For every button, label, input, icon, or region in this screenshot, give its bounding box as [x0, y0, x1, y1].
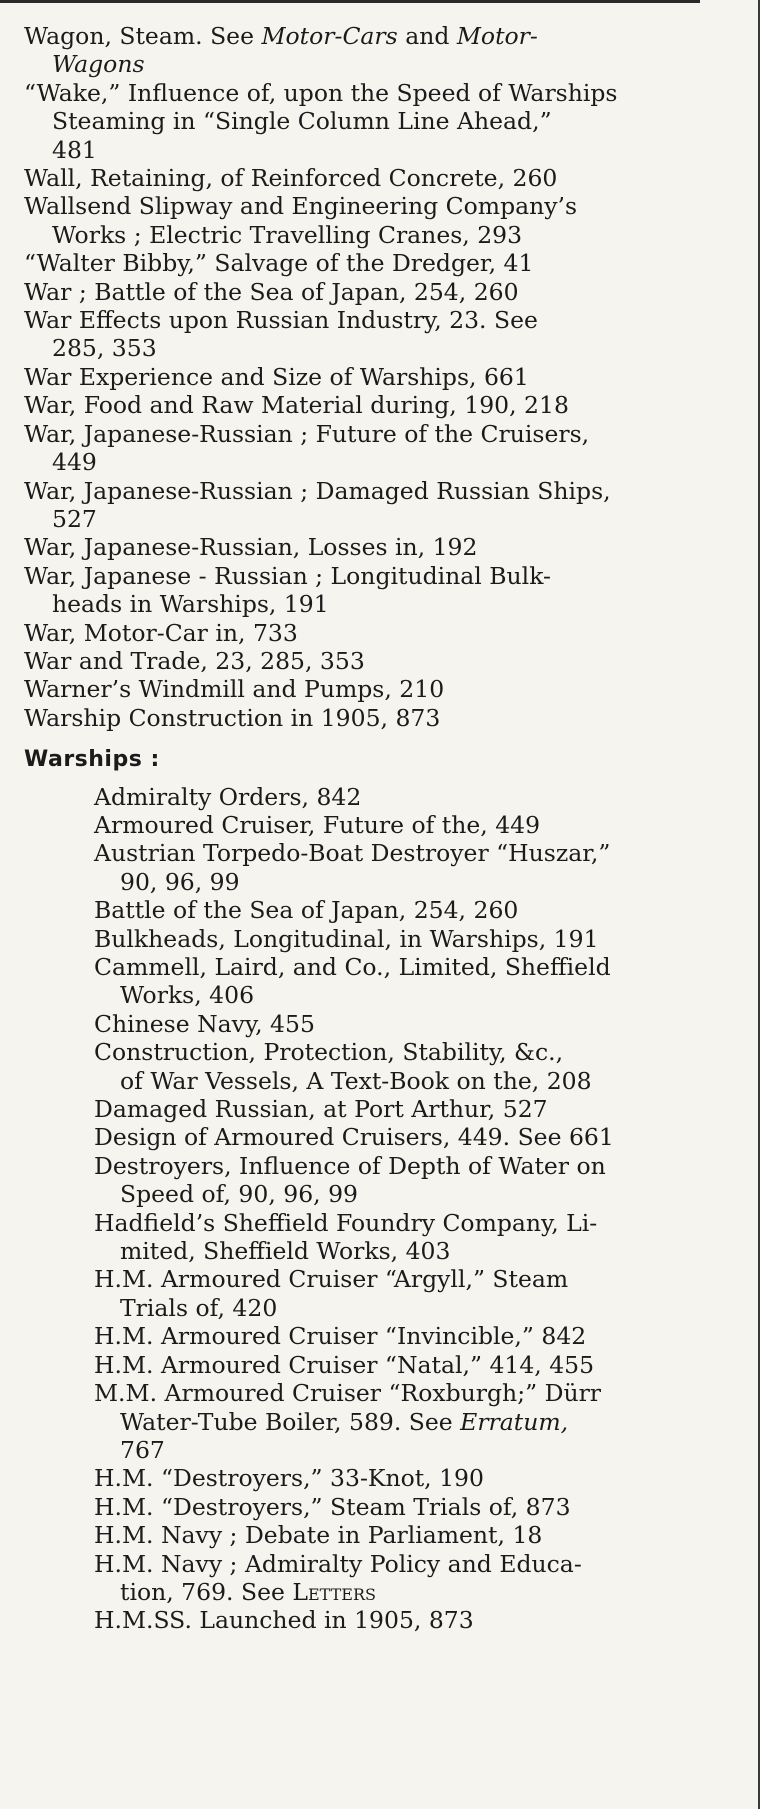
entry-continuation: 285, 353 — [52, 334, 157, 363]
index-page — [24, 22, 740, 1635]
index-entry — [24, 533, 740, 561]
index-entry — [24, 164, 740, 192]
entry-text: H.M. Armoured Cruiser “Invincible,” 842 — [94, 1322, 587, 1351]
entry-text: War and Trade, 23, 285, 353 — [24, 646, 365, 675]
subentry — [94, 953, 740, 1010]
entry-text: Water-Tube Boiler, 589. See — [120, 1407, 461, 1436]
entry-continuation — [94, 1408, 740, 1436]
cross-reference: Letters — [292, 1577, 376, 1606]
index-entry — [24, 619, 740, 647]
entry-continuation — [94, 1578, 740, 1606]
index-entry — [24, 647, 740, 675]
subentry — [94, 1550, 740, 1607]
entry-text: War, Japanese-Russian ; Damaged Russian Ships, — [24, 476, 611, 505]
entry-text: H.M. Navy ; Admiralty Policy and Educa- — [94, 1549, 582, 1578]
entry-text: “Walter Bibby,” Salvage of the Dredger, 41 — [24, 249, 534, 278]
entry-text: H.M. Armoured Cruiser “Natal,” 414, 455 — [94, 1350, 595, 1379]
entry-text: Warner’s Windmill and Pumps, 210 — [24, 675, 445, 704]
entry-continuation: heads in Warships, 191 — [52, 590, 329, 619]
cross-reference: Erratum, — [460, 1407, 569, 1436]
entry-text: Wallsend Slipway and Engineering Company’s — [24, 192, 578, 221]
entry-continuation: Steaming in “Single Column Line Ahead,” — [52, 107, 552, 136]
entry-text: Design of Armoured Cruisers, 449. See 661 — [94, 1123, 614, 1152]
entry-continuation: Works ; Electric Travelling Cranes, 293 — [52, 220, 523, 249]
entry-text: H.M. “Destroyers,” Steam Trials of, 873 — [94, 1492, 571, 1521]
entry-text: Wall, Retaining, of Reinforced Concrete, 260 — [24, 164, 558, 193]
entry-continuation: Works, 406 — [120, 981, 255, 1010]
subentry — [94, 1010, 740, 1038]
cross-reference: Motor- — [456, 22, 538, 50]
entry-text: Warship Construction in 1905, 873 — [24, 703, 441, 732]
entry-text: Destroyers, Influence of Depth of Water on — [94, 1151, 606, 1180]
entry-text: War, Food and Raw Material during, 190, 218 — [24, 391, 569, 420]
subentry — [94, 1123, 740, 1151]
entry-text: and — [397, 22, 457, 50]
entry-continuation: Wagons — [52, 50, 145, 79]
subentry — [94, 839, 740, 896]
index-entry — [24, 562, 740, 619]
subentry — [94, 1464, 740, 1492]
entry-continuation: mited, Sheffield Works, 403 — [120, 1237, 451, 1266]
subentry-list — [94, 783, 740, 1635]
subentry — [94, 1379, 740, 1464]
entry-text: Wagon, Steam. See — [24, 22, 262, 50]
index-entry — [24, 79, 740, 164]
index-entry — [24, 278, 740, 306]
entry-text: War ; Battle of the Sea of Japan, 254, 260 — [24, 277, 519, 306]
entry-text: H.M. “Destroyers,” 33-Knot, 190 — [94, 1464, 484, 1493]
entry-text: Bulkheads, Longitudinal, in Warships, 191 — [94, 924, 599, 953]
entry-text: War Experience and Size of Warships, 661 — [24, 362, 529, 391]
subentry — [94, 1606, 740, 1634]
index-entry — [24, 704, 740, 732]
cross-reference: Motor-Cars — [261, 22, 398, 50]
entry-text: War Effects upon Russian Industry, 23. See — [24, 306, 538, 335]
subentry — [94, 1152, 740, 1209]
top-rule — [0, 0, 700, 3]
section-heading: Warships : — [24, 747, 160, 773]
entry-continuation: Trials of, 420 — [120, 1293, 278, 1322]
entry-text: H.M. Navy ; Debate in Parliament, 18 — [94, 1521, 543, 1550]
entry-continuation: 767 — [120, 1435, 165, 1464]
entry-text: H.M. Armoured Cruiser “Argyll,” Steam — [94, 1265, 569, 1294]
subentry — [94, 1095, 740, 1123]
entry-text: War, Japanese-Russian ; Future of the Cruisers, — [24, 419, 590, 448]
index-entry — [24, 391, 740, 419]
entry-text: War, Japanese-Russian, Losses in, 192 — [24, 533, 478, 562]
index-entry — [24, 249, 740, 277]
entry-text: Armoured Cruiser, Future of the, 449 — [94, 810, 541, 839]
entry-text: Hadfield’s Sheffield Foundry Company, Li- — [94, 1208, 598, 1237]
index-entry — [24, 420, 740, 477]
subentry — [94, 1038, 740, 1095]
index-entry — [24, 477, 740, 534]
entry-text: Battle of the Sea of Japan, 254, 260 — [94, 896, 519, 925]
entry-text: Damaged Russian, at Port Arthur, 527 — [94, 1095, 548, 1124]
entry-continuation: 90, 96, 99 — [120, 867, 240, 896]
index-entry — [24, 363, 740, 391]
entry-continuation: of War Vessels, A Text-Book on the, 208 — [120, 1066, 592, 1095]
entry-text: Admiralty Orders, 842 — [94, 782, 362, 811]
index-entry — [24, 675, 740, 703]
entry-text: H.M.SS. Launched in 1905, 873 — [94, 1606, 474, 1635]
subentry — [94, 1351, 740, 1379]
entry-text: Cammell, Laird, and Co., Limited, Sheffield — [94, 953, 611, 981]
subentry — [94, 783, 740, 811]
entry-text: M.M. Armoured Cruiser “Roxburgh;” Dürr — [94, 1379, 602, 1408]
entry-continuation: 481 — [52, 135, 97, 164]
subentry — [94, 1322, 740, 1350]
entry-continuation: 527 — [52, 504, 97, 533]
subentry — [94, 1265, 740, 1322]
entry-text: “Wake,” Influence of, upon the Speed of Warships — [24, 78, 618, 107]
entry-text: War, Motor-Car in, 733 — [24, 618, 298, 647]
entry-continuation: 449 — [52, 448, 97, 477]
index-entry — [24, 192, 740, 249]
subentry — [94, 1521, 740, 1549]
entry-text: War, Japanese - Russian ; Longitudinal Bulk- — [24, 561, 551, 590]
subentry — [94, 1209, 740, 1266]
entry-text: tion, 769. See — [120, 1577, 293, 1606]
entry-continuation: Speed of, 90, 96, 99 — [120, 1180, 359, 1209]
index-entry — [24, 22, 740, 79]
subentry — [94, 811, 740, 839]
subentry — [94, 896, 740, 924]
subentry — [94, 925, 740, 953]
entry-text: Chinese Navy, 455 — [94, 1009, 315, 1038]
entry-text: Construction, Protection, Stability, &c., — [94, 1038, 564, 1067]
index-entry — [24, 306, 740, 363]
subentry — [94, 1493, 740, 1521]
entry-text: Austrian Torpedo-Boat Destroyer “Huszar,” — [94, 839, 611, 868]
